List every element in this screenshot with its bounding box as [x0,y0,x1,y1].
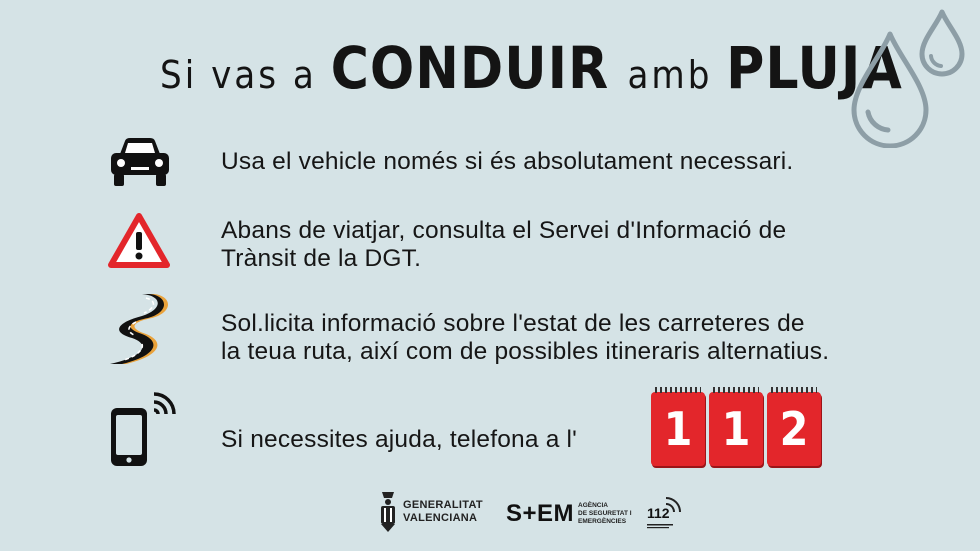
car-icon [110,136,170,188]
row-3-text [221,310,829,366]
emergency-digit-2: 1 [709,392,763,466]
title-part-2: CONDUIR [330,34,610,102]
row-2-text [221,217,786,273]
rain-drops-icon [848,8,968,148]
coat-of-arms-icon [378,490,398,534]
sem-line-1: AGÈNCIA [578,502,609,509]
warning-icon [108,213,170,269]
logo-112-text: 112 [647,505,670,521]
emergency-digit-1: 1 [651,392,705,466]
page-title [160,34,903,102]
sem-logo-text: S+EM [506,500,575,527]
title-part-3: amb [627,53,713,97]
row-2-line-1: Abans de viatjar, consulta el Servei d'Informació de [221,217,787,244]
footer-logos [378,490,483,534]
emergency-digit-3: 2 [767,392,821,466]
sem-logo [506,500,632,528]
sem-line-3: EMERGÈNCIES [578,518,627,525]
generalitat-valenciana-logo [378,490,483,534]
gv-line-2: VALENCIANA [403,512,478,524]
row-3-line-1: Sol.licita informació sobre l'estat de les carreteres de [221,310,805,337]
sem-line-2: DE SEGURETAT I [578,510,632,517]
row-2-line-2: Trànsit de la DGT. [221,245,422,272]
logo-112 [646,494,684,535]
row-4-text [221,426,577,454]
road-icon [110,292,168,366]
phone-icon [108,390,180,470]
title-part-1: Si vas a [160,53,317,97]
title-part-4: PLUJA [726,34,903,102]
gv-line-1: GENERALITAT [403,499,483,511]
row-4-label: Si necessites ajuda, telefona a l' [221,426,578,453]
row-1-label: Usa el vehicle només si és absolutament necessari. [221,148,794,175]
row-3-line-2: la teua ruta, així com de possibles itineraris alternatius. [221,338,830,365]
row-1-text [221,148,793,176]
